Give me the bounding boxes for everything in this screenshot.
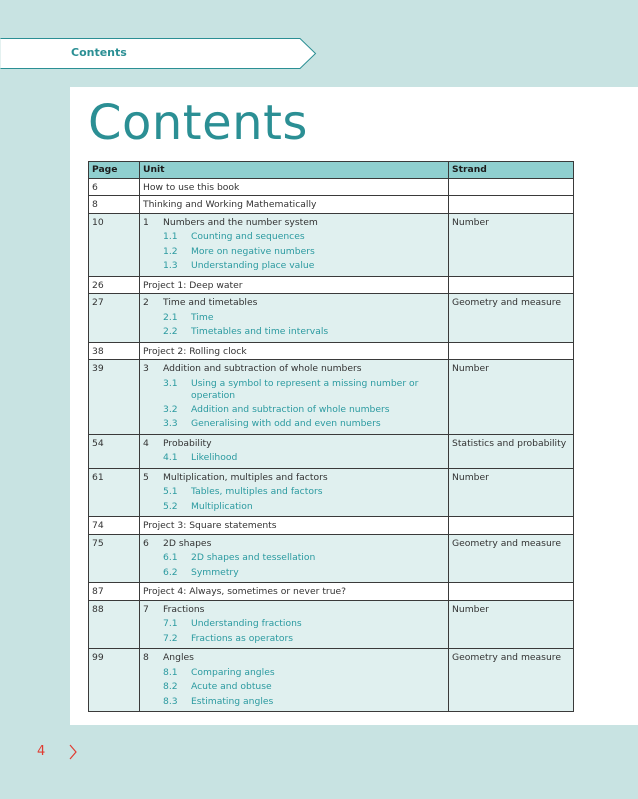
row-strand: Geometry and measure xyxy=(449,649,574,712)
row-unit xyxy=(140,294,449,343)
row-page-number: 8 xyxy=(89,196,140,214)
table-header-row xyxy=(89,162,574,179)
row-strand xyxy=(449,342,574,360)
row-strand: Geometry and measure xyxy=(449,534,574,583)
subsection-item xyxy=(143,695,445,710)
subsection-title: Acute and obtuse xyxy=(191,681,272,692)
subsection-title: Multiplication xyxy=(191,500,253,512)
table-row xyxy=(89,649,574,712)
subsection-number: 1.3 xyxy=(163,260,178,271)
row-page-number: 38 xyxy=(89,342,140,360)
subsection-number: 8.1 xyxy=(163,666,178,678)
subsection-item xyxy=(143,417,445,432)
unit-title: Angles xyxy=(163,652,194,663)
subsection-title: Understanding fractions xyxy=(191,618,302,629)
subsection-number: 8.3 xyxy=(163,695,178,707)
table-row xyxy=(89,534,574,583)
subsection-number: 1.2 xyxy=(163,245,178,257)
unit-number: 6 xyxy=(143,537,149,549)
subsection-item xyxy=(143,485,445,500)
row-page-number: 27 xyxy=(89,294,140,343)
subsection-title: Addition and subtraction of whole numbers xyxy=(191,403,390,415)
table-row xyxy=(89,600,574,649)
subsection-number: 2.1 xyxy=(163,311,178,323)
contents-table xyxy=(88,161,574,712)
subsection-number: 3.1 xyxy=(163,377,178,389)
subsection-item xyxy=(143,451,445,466)
header-strand: Strand xyxy=(449,162,574,179)
row-strand xyxy=(449,517,574,535)
row-unit xyxy=(140,600,449,649)
unit-number: 4 xyxy=(143,437,149,449)
row-unit xyxy=(140,517,449,535)
subsection-title: Time xyxy=(191,311,214,323)
subsection-item xyxy=(143,259,445,274)
unit-title: 2D shapes xyxy=(163,537,212,549)
row-unit xyxy=(140,342,449,360)
section-tab xyxy=(0,38,316,69)
table-row xyxy=(89,213,574,276)
next-page-arrow-icon[interactable] xyxy=(68,744,78,764)
table-body xyxy=(89,178,574,712)
subsection-item xyxy=(143,403,445,418)
header-unit: Unit xyxy=(140,162,449,179)
row-page-number: 99 xyxy=(89,649,140,712)
row-page-number: 39 xyxy=(89,360,140,435)
row-page-number: 87 xyxy=(89,583,140,601)
subsection-item xyxy=(143,377,445,403)
subsection-title: Estimating angles xyxy=(191,695,274,707)
unit-title: Project 4: Always, sometimes or never true? xyxy=(143,586,347,597)
row-unit xyxy=(140,434,449,468)
subsection-number: 7.2 xyxy=(163,632,178,644)
unit-number: 5 xyxy=(143,471,149,483)
subsection-number: 6.1 xyxy=(163,552,178,563)
unit-title: Project 3: Square statements xyxy=(143,520,277,531)
row-page-number: 26 xyxy=(89,276,140,294)
tab-shape xyxy=(0,38,318,70)
subsection-number: 5.1 xyxy=(163,486,178,497)
row-strand: Statistics and probability xyxy=(449,434,574,468)
subsection-title: Symmetry xyxy=(191,566,239,578)
subsection-number: 2.2 xyxy=(163,326,178,337)
row-unit xyxy=(140,583,449,601)
unit-title: Multiplication, multiples and factors xyxy=(163,471,328,483)
row-strand xyxy=(449,178,574,196)
row-unit xyxy=(140,534,449,583)
subsection-title: Using a symbol to represent a missing number or operation xyxy=(191,377,419,401)
subsection-number: 8.2 xyxy=(163,681,178,692)
subsection-title: Counting and sequences xyxy=(191,231,305,242)
table-row xyxy=(89,276,574,294)
unit-title: Fractions xyxy=(163,603,205,615)
table-row xyxy=(89,360,574,435)
unit-number: 1 xyxy=(143,216,149,228)
page-title: Contents xyxy=(88,95,308,151)
subsection-item xyxy=(143,230,445,245)
row-strand: Number xyxy=(449,360,574,435)
row-strand: Number xyxy=(449,213,574,276)
row-unit xyxy=(140,276,449,294)
subsection-number: 7.1 xyxy=(163,618,178,629)
subsection-title: Understanding place value xyxy=(191,260,315,271)
unit-title: Addition and subtraction of whole numbers xyxy=(163,363,362,374)
unit-title: Project 2: Rolling clock xyxy=(143,345,247,357)
header-page: Page xyxy=(89,162,140,179)
unit-title: Probability xyxy=(163,437,212,449)
row-unit xyxy=(140,213,449,276)
table-row xyxy=(89,178,574,196)
subsection-number: 4.1 xyxy=(163,452,178,463)
row-strand xyxy=(449,583,574,601)
table-row xyxy=(89,583,574,601)
contents-sheet xyxy=(70,87,638,725)
row-page-number: 61 xyxy=(89,468,140,517)
subsection-item xyxy=(143,500,445,515)
row-page-number: 74 xyxy=(89,517,140,535)
row-unit xyxy=(140,468,449,517)
unit-title: How to use this book xyxy=(143,181,240,193)
subsection-title: Fractions as operators xyxy=(191,632,294,644)
subsection-item xyxy=(143,245,445,260)
row-page-number: 75 xyxy=(89,534,140,583)
unit-title: Numbers and the number system xyxy=(163,216,318,228)
subsection-item xyxy=(143,325,445,340)
row-page-number: 54 xyxy=(89,434,140,468)
subsection-number: 6.2 xyxy=(163,566,178,578)
subsection-title: 2D shapes and tessellation xyxy=(191,552,316,563)
row-strand: Number xyxy=(449,468,574,517)
subsection-item xyxy=(143,632,445,647)
subsection-number: 3.2 xyxy=(163,403,178,415)
subsection-item xyxy=(143,311,445,326)
subsection-title: More on negative numbers xyxy=(191,245,315,257)
unit-number: 7 xyxy=(143,603,149,615)
table-row xyxy=(89,434,574,468)
subsection-title: Comparing angles xyxy=(191,666,275,678)
row-page-number: 6 xyxy=(89,178,140,196)
table-row xyxy=(89,517,574,535)
table-row xyxy=(89,468,574,517)
unit-title: Project 1: Deep water xyxy=(143,279,243,291)
subsection-number: 1.1 xyxy=(163,231,178,242)
subsection-title: Timetables and time intervals xyxy=(191,326,329,337)
row-strand xyxy=(449,276,574,294)
row-strand: Geometry and measure xyxy=(449,294,574,343)
unit-title: Thinking and Working Mathematically xyxy=(143,199,317,210)
subsection-title: Tables, multiples and factors xyxy=(191,486,323,497)
subsection-title: Generalising with odd and even numbers xyxy=(191,418,381,429)
row-page-number: 10 xyxy=(89,213,140,276)
page-number: 4 xyxy=(37,744,46,759)
unit-number: 8 xyxy=(143,652,149,663)
table-row xyxy=(89,342,574,360)
subsection-item xyxy=(143,680,445,695)
subsection-item xyxy=(143,566,445,581)
row-unit xyxy=(140,196,449,214)
section-tab-label: Contents xyxy=(71,46,127,59)
row-strand: Number xyxy=(449,600,574,649)
subsection-item xyxy=(143,551,445,566)
row-unit xyxy=(140,649,449,712)
row-unit xyxy=(140,178,449,196)
subsection-title: Likelihood xyxy=(191,452,238,463)
table-row xyxy=(89,196,574,214)
unit-title: Time and timetables xyxy=(163,297,258,308)
row-strand xyxy=(449,196,574,214)
subsection-item xyxy=(143,617,445,632)
subsection-number: 3.3 xyxy=(163,418,178,429)
row-unit xyxy=(140,360,449,435)
subsection-item xyxy=(143,666,445,681)
table-row xyxy=(89,294,574,343)
row-page-number: 88 xyxy=(89,600,140,649)
unit-number: 2 xyxy=(143,297,149,308)
unit-number: 3 xyxy=(143,363,149,374)
subsection-number: 5.2 xyxy=(163,500,178,512)
